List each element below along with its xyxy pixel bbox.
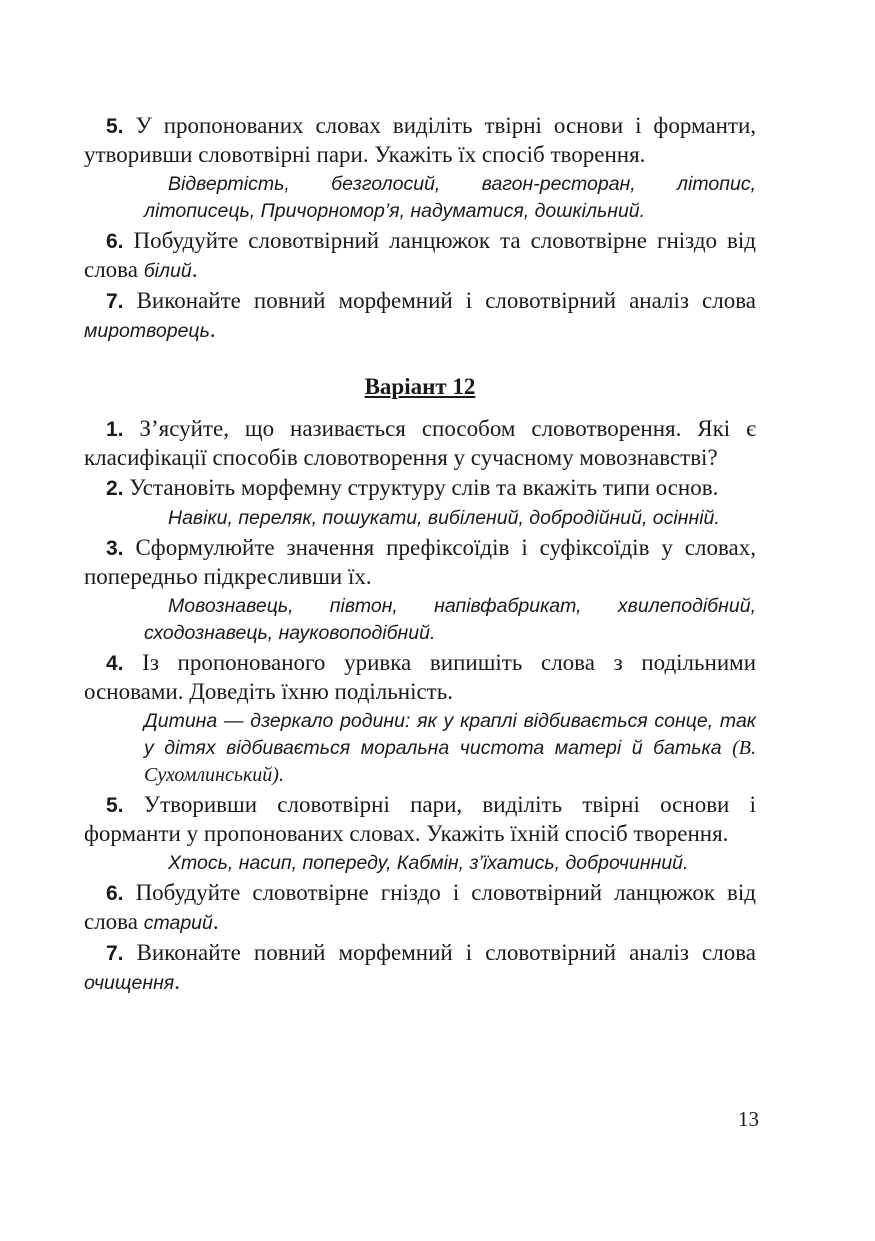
quote-source: (В. Сухомлинський). [144, 737, 756, 786]
task-end: . [209, 317, 216, 342]
task-example: Хтось, насип, попереду, Кабмін, з’їхатись, доброчинний. [168, 852, 689, 874]
task-number: 7. [106, 942, 124, 965]
task-2 [84, 474, 756, 503]
quote-text: Дитина — дзеркало родини: як у краплі відбивається сонце, так у дітях відбивається моральна чистота матері й батька [144, 710, 756, 759]
task-text: Виконайте повний морфемний і словотвірний аналіз слова [136, 288, 756, 313]
task-text: Із пропонованого уривка випишіть слова з подільними основами. Доведіть їхню подільність. [84, 650, 756, 704]
task-example: Відвертість, безголосий, вагон-ресторан, літопис, літописець, Причорномор’я, надуматися, дошкільний. [144, 173, 756, 222]
task-7 [84, 939, 756, 997]
task-6-top [84, 227, 756, 285]
task-number: 5. [106, 115, 124, 138]
task-number: 2. [106, 477, 124, 500]
task-number: 4. [106, 652, 124, 675]
task-text: Сформулюйте значення префіксоїдів і суфіксоїдів у словах, попередньо підкресливши їх. [84, 535, 756, 589]
task-text: Утворивши словотвірні пари, виділіть твірні основи і форманти у пропонованих словах. Укажіть їхній спосіб творення. [84, 792, 756, 846]
task-text: Побудуйте словотвірний ланцюжок та словотвірне гніздо від слова [84, 228, 756, 282]
task-number: 6. [106, 882, 124, 905]
task-4 [84, 649, 756, 706]
task-word: миротворець [84, 320, 210, 342]
task-1 [84, 415, 756, 472]
task-7-top [84, 287, 756, 345]
page-content [84, 112, 756, 999]
task-example: Мовознавець, півтон, напівфабрикат, хвилеподібний, сходознавець, науковоподібний. [144, 595, 756, 644]
task-word: старий [143, 912, 213, 934]
task-quote [144, 708, 756, 789]
task-end: . [212, 909, 219, 934]
task-number: 1. [106, 418, 124, 441]
task-5-top [84, 112, 756, 169]
task-text: Виконайте повний морфемний і словотвірний аналіз слова [136, 940, 756, 965]
task-word: білий [143, 260, 192, 282]
task-3 [84, 534, 756, 591]
task-number: 7. [106, 290, 124, 313]
task-text: Установіть морфемну структуру слів та вкажіть типи основ. [129, 475, 719, 500]
task-5 [84, 791, 756, 848]
task-example: Навіки, переляк, пошукати, вибілений, добродійний, осінній. [168, 507, 720, 529]
task-number: 6. [106, 230, 124, 253]
page-number: 13 [738, 1107, 759, 1131]
task-end: . [191, 257, 198, 282]
task-number: 3. [106, 537, 124, 560]
task-word: очищення [84, 972, 175, 994]
task-text: У пропонованих словах виділіть твірні основи і форманти, утворивши словотвірні пари. Укажіть їх спосіб творення. [84, 113, 756, 167]
variant-heading: Варіант 12 [364, 374, 476, 399]
task-6 [84, 879, 756, 937]
task-end: . [174, 969, 180, 994]
task-text: З’ясуйте, що називається способом словотворення. Які є класифікації способів словотворення у сучасному мовознавстві? [84, 416, 756, 470]
task-text: Побудуйте словотвірне гніздо і словотвірний ланцюжок від слова [84, 880, 757, 934]
task-number: 5. [106, 794, 124, 817]
